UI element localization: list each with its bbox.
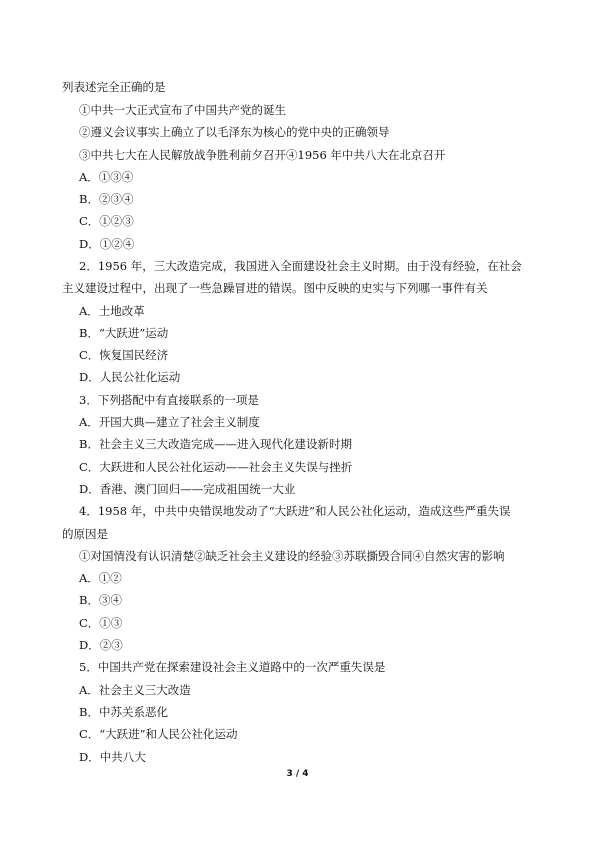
q3-option-d: D．香港、澳门回归——完成祖国统一大业 [79, 482, 296, 496]
q2-option-d: D．人民公社化运动 [79, 370, 181, 384]
q4-option-d: D．②③ [79, 638, 123, 652]
q2-stem-line-2: 主义建设过程中，出现了一些急躁冒进的错误。图中反映的史实与下列哪一事件有关 [62, 281, 488, 295]
q1-option-b: B．②③④ [79, 192, 134, 206]
page-number: 3 / 4 [286, 769, 309, 779]
q5-option-b: B．中苏关系恶化 [79, 705, 168, 719]
q5-option-c: C．“大跃进”和人民公社化运动 [79, 727, 238, 741]
q4-option-b: B．③④ [79, 593, 122, 607]
q4-option-a: A．①② [79, 571, 122, 585]
q4-stem-line-1: 4．1958 年，中共中央错误地发动了“大跃进”和人民公社化运动，造成这些严重失误 [79, 504, 511, 518]
q4-stem-line-2: 的原因是 [62, 527, 108, 541]
q5-option-a: A．社会主义三大改造 [79, 683, 191, 697]
q2-stem-line-1: 2．1956 年，三大改造完成，我国进入全面建设社会主义时期。由于没有经验，在社会 [79, 259, 522, 273]
q1-option-d: D．①②④ [79, 237, 135, 251]
q1-option-a: A．①③④ [79, 170, 134, 184]
q3-option-c: C．大跃进和人民公社化运动——社会主义失误与挫折 [79, 460, 353, 474]
q1-statement-2: ②遵义会议事实上确立了以毛泽东为核心的党中央的正确领导 [79, 125, 390, 139]
q2-option-c: C．恢复国民经济 [79, 348, 169, 362]
q5-option-d: D．中共八大 [79, 750, 146, 764]
q3-option-a: A．开国大典—建立了社会主义制度 [79, 415, 260, 429]
q1-option-c: C．①②③ [79, 214, 134, 228]
q1-statement-1: ①中共一大正式宣布了中国共产党的诞生 [79, 103, 286, 117]
q4-statements: ①对国情没有认识清楚②缺乏社会主义建设的经验③苏联撕毁合同④自然灾害的影响 [79, 549, 505, 563]
q4-option-c: C．①③ [79, 616, 123, 630]
q3-stem: 3．下列搭配中有直接联系的一项是 [79, 393, 259, 407]
q5-stem: 5．中国共产党在探索建设社会主义道路中的一次严重失误是 [79, 660, 386, 674]
q2-option-b: B．“大跃进”运动 [79, 326, 169, 340]
q1-stem-tail: 列表述完全正确的是 [62, 80, 166, 94]
q3-option-b: B．社会主义三大改造完成——进入现代化建设新时期 [79, 437, 352, 451]
q1-statement-3: ③中共七大在人民解放战争胜利前夕召开④1956 年中共八大在北京召开 [79, 148, 446, 162]
q2-option-a: A．土地改革 [79, 304, 145, 318]
